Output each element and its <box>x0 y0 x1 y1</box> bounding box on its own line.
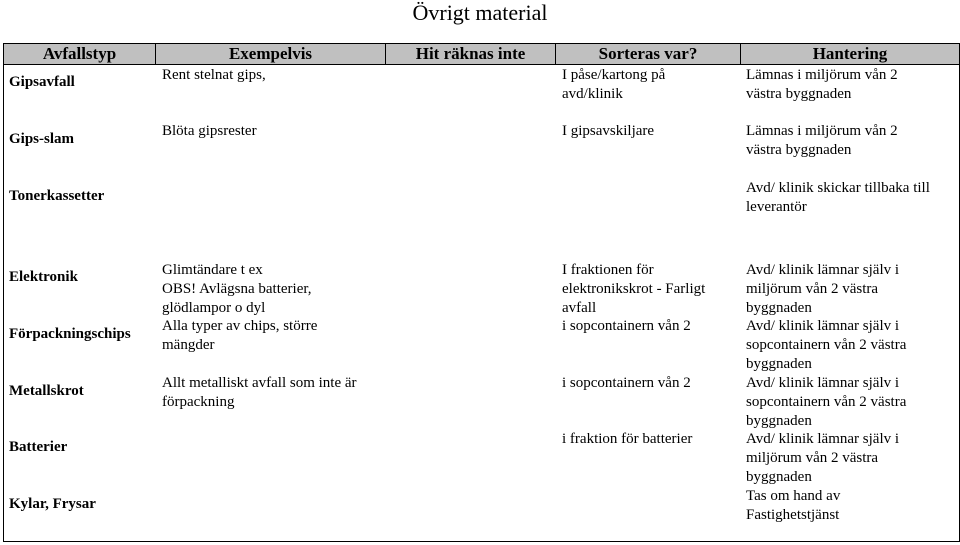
handling-line: Fastighetstjänst <box>746 507 840 523</box>
handling-line: västra byggnaden <box>746 86 852 102</box>
header-exempelvis: Exempelvis <box>228 44 313 63</box>
header-bottom-border <box>3 64 959 65</box>
handling-line: byggnaden <box>746 300 812 316</box>
handling-line: byggnaden <box>746 469 812 485</box>
handling-line: leverantör <box>746 199 807 215</box>
page-title: Övrigt material <box>412 0 548 25</box>
example-gipsavfall: Rent stelnat gips, <box>162 67 266 83</box>
handling-line: Tas om hand av <box>746 488 841 504</box>
handling-line: västra byggnaden <box>746 142 852 158</box>
handling-line: byggnaden <box>746 356 812 372</box>
handling-metallskrot <box>746 374 906 431</box>
handling-line: Lämnas i miljörum vån 2 <box>746 123 898 139</box>
table-bottom-border <box>3 541 959 542</box>
handling-batterier <box>746 430 899 487</box>
type-kylar: Kylar, Frysar <box>9 496 96 512</box>
type-metallskrot: Metallskrot <box>9 383 84 399</box>
handling-gipsslam <box>746 122 898 160</box>
example-line: Glimtändare t ex <box>162 262 263 278</box>
handling-kylar <box>746 487 840 525</box>
sort-gipsslam: I gipsavskiljare <box>562 123 655 139</box>
header-avfallstyp: Avfallstyp <box>42 44 117 63</box>
example-line: mängder <box>162 337 215 353</box>
header-sorteras-var: Sorteras var? <box>598 44 698 63</box>
sort-metallskrot: i sopcontainern vån 2 <box>562 375 691 391</box>
handling-elektronik <box>746 261 899 318</box>
handling-line: Avd/ klinik lämnar själv i <box>746 262 900 278</box>
sort-line: I påse/kartong på <box>562 67 666 83</box>
example-line: förpackning <box>162 394 235 410</box>
handling-line: Avd/ klinik lämnar själv i <box>746 318 900 334</box>
handling-line: sopcontainern vån 2 västra <box>746 337 907 353</box>
example-metallskrot <box>162 374 357 412</box>
example-elektronik <box>162 261 312 318</box>
type-gipsavfall: Gipsavfall <box>9 74 75 90</box>
example-line: Allt metalliskt avfall som inte är <box>162 375 357 391</box>
type-gipsslam: Gips-slam <box>9 131 75 147</box>
handling-line: Avd/ klinik skickar tillbaka till <box>746 180 930 196</box>
example-gipsslam: Blöta gipsrester <box>162 123 257 139</box>
type-elektronik: Elektronik <box>9 269 78 285</box>
sort-line: I fraktionen för <box>562 262 654 278</box>
handling-line: byggnaden <box>746 413 812 429</box>
handling-line: miljörum vån 2 västra <box>746 450 879 466</box>
type-toner: Tonerkassetter <box>9 188 105 204</box>
sort-line: avfall <box>562 300 597 316</box>
header-hantering: Hantering <box>812 44 888 63</box>
example-line: OBS! Avlägsna batterier, <box>162 281 312 297</box>
handling-line: miljörum vån 2 västra <box>746 281 879 297</box>
example-line: glödlampor o dyl <box>162 300 266 316</box>
example-forpackningschips <box>162 317 317 355</box>
handling-line: Avd/ klinik lämnar själv i <box>746 375 900 391</box>
handling-line: sopcontainern vån 2 västra <box>746 394 907 410</box>
sort-line: avd/klinik <box>562 86 623 102</box>
header-hit-raknas-inte: Hit räknas inte <box>415 44 526 63</box>
handling-forpackningschips <box>746 317 906 374</box>
sort-gipsavfall <box>562 66 665 104</box>
type-forpackningschips: Förpackningschips <box>9 326 131 342</box>
sort-forpackningschips: i sopcontainern vån 2 <box>562 318 691 334</box>
handling-line: Avd/ klinik lämnar själv i <box>746 431 900 447</box>
type-batterier: Batterier <box>9 439 68 455</box>
sort-batterier: i fraktion för batterier <box>562 431 693 447</box>
handling-line: Lämnas i miljörum vån 2 <box>746 67 898 83</box>
sort-line: elektronikskrot - Farligt <box>562 281 706 297</box>
sort-elektronik <box>562 261 705 318</box>
handling-toner <box>746 179 930 217</box>
table-left-border <box>3 43 4 542</box>
example-line: Alla typer av chips, större <box>162 318 318 334</box>
handling-gipsavfall <box>746 66 898 104</box>
